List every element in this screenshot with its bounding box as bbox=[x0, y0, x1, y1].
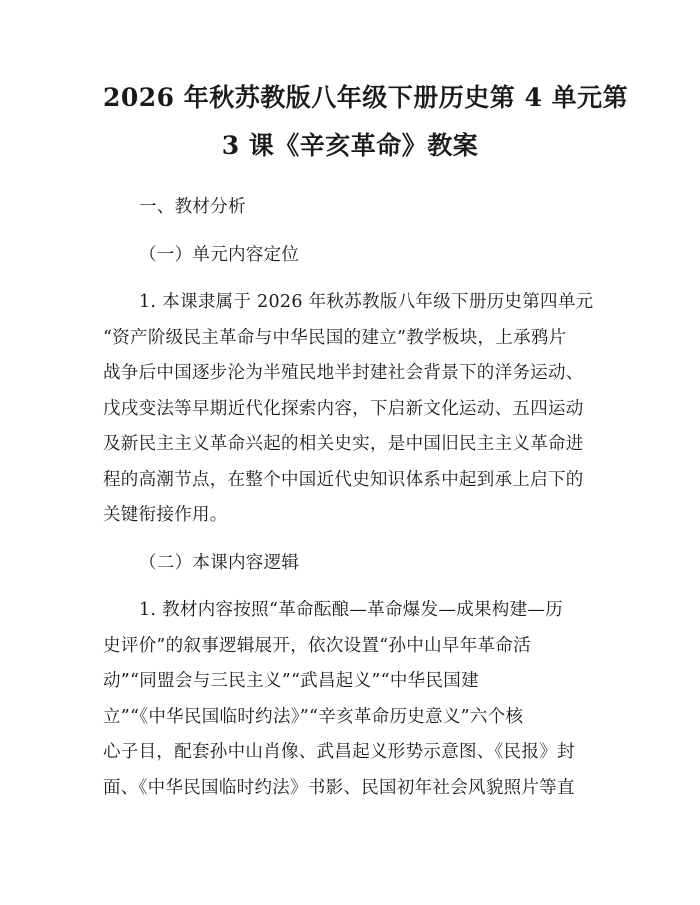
paragraph-line: 动”“同盟会与三民主义”“武昌起义”“中华民国建 bbox=[103, 671, 479, 691]
spacer bbox=[103, 273, 597, 285]
paragraph-line: 立”“《中华民国临时约法》”“辛亥革命历史意义”六个核 bbox=[103, 706, 524, 727]
spacer bbox=[103, 534, 597, 546]
title-line: 2026 年秋苏教版八年级下册历史第 4 单元第 bbox=[103, 83, 629, 112]
paragraph-line: 1. 本课隶属于 2026 年秋苏教版八年级下册历史第四单元 bbox=[139, 292, 594, 312]
section-heading-teaching-material-analysis: 一、教材分析 bbox=[139, 197, 246, 217]
paragraph-unit-positioning bbox=[103, 285, 597, 534]
document-title bbox=[103, 74, 629, 170]
paragraph-line: “资产阶级民主革命与中华民国的建立”教学板块，上承鸦片 bbox=[103, 327, 567, 348]
paragraph-line: 1. 教材内容按照“革命酝酿—革命爆发—成果构建—历 bbox=[139, 600, 564, 620]
paragraph-line: 关键衔接作用。 bbox=[103, 505, 228, 525]
paragraph-line: 战争后中国逐步沦为半殖民地半封建社会背景下的洋务运动、 bbox=[103, 363, 584, 383]
paragraph-line: 史评价”的叙事逻辑展开，依次设置“孙中山早年革命活 bbox=[103, 635, 531, 656]
subsection-heading-lesson-logic: （二）本课内容逻辑 bbox=[139, 552, 300, 573]
spacer bbox=[103, 581, 597, 593]
subsection-heading-unit-positioning: （一）单元内容定位 bbox=[139, 244, 300, 265]
paragraph-line: 及新民主主义革命兴起的相关史实，是中国旧民主主义革命进 bbox=[103, 434, 584, 454]
paragraph-line: 戊戌变法等早期近代化探索内容，下启新文化运动、五四运动 bbox=[103, 398, 584, 419]
paragraph-line: 程的高潮节点，在整个中国近代史知识体系中起到承上启下的 bbox=[103, 469, 584, 490]
paragraph-line: 面、《中华民国临时约法》书影、民国初年社会风貌照片等直 bbox=[103, 777, 575, 798]
paragraph-lesson-logic bbox=[103, 593, 597, 806]
title-line: 3 课《辛亥革命》教案 bbox=[221, 131, 479, 160]
spacer bbox=[103, 170, 597, 190]
paragraph-line: 心子目，配套孙中山肖像、武昌起义形势示意图、《民报》封 bbox=[103, 742, 575, 762]
spacer bbox=[103, 226, 597, 238]
